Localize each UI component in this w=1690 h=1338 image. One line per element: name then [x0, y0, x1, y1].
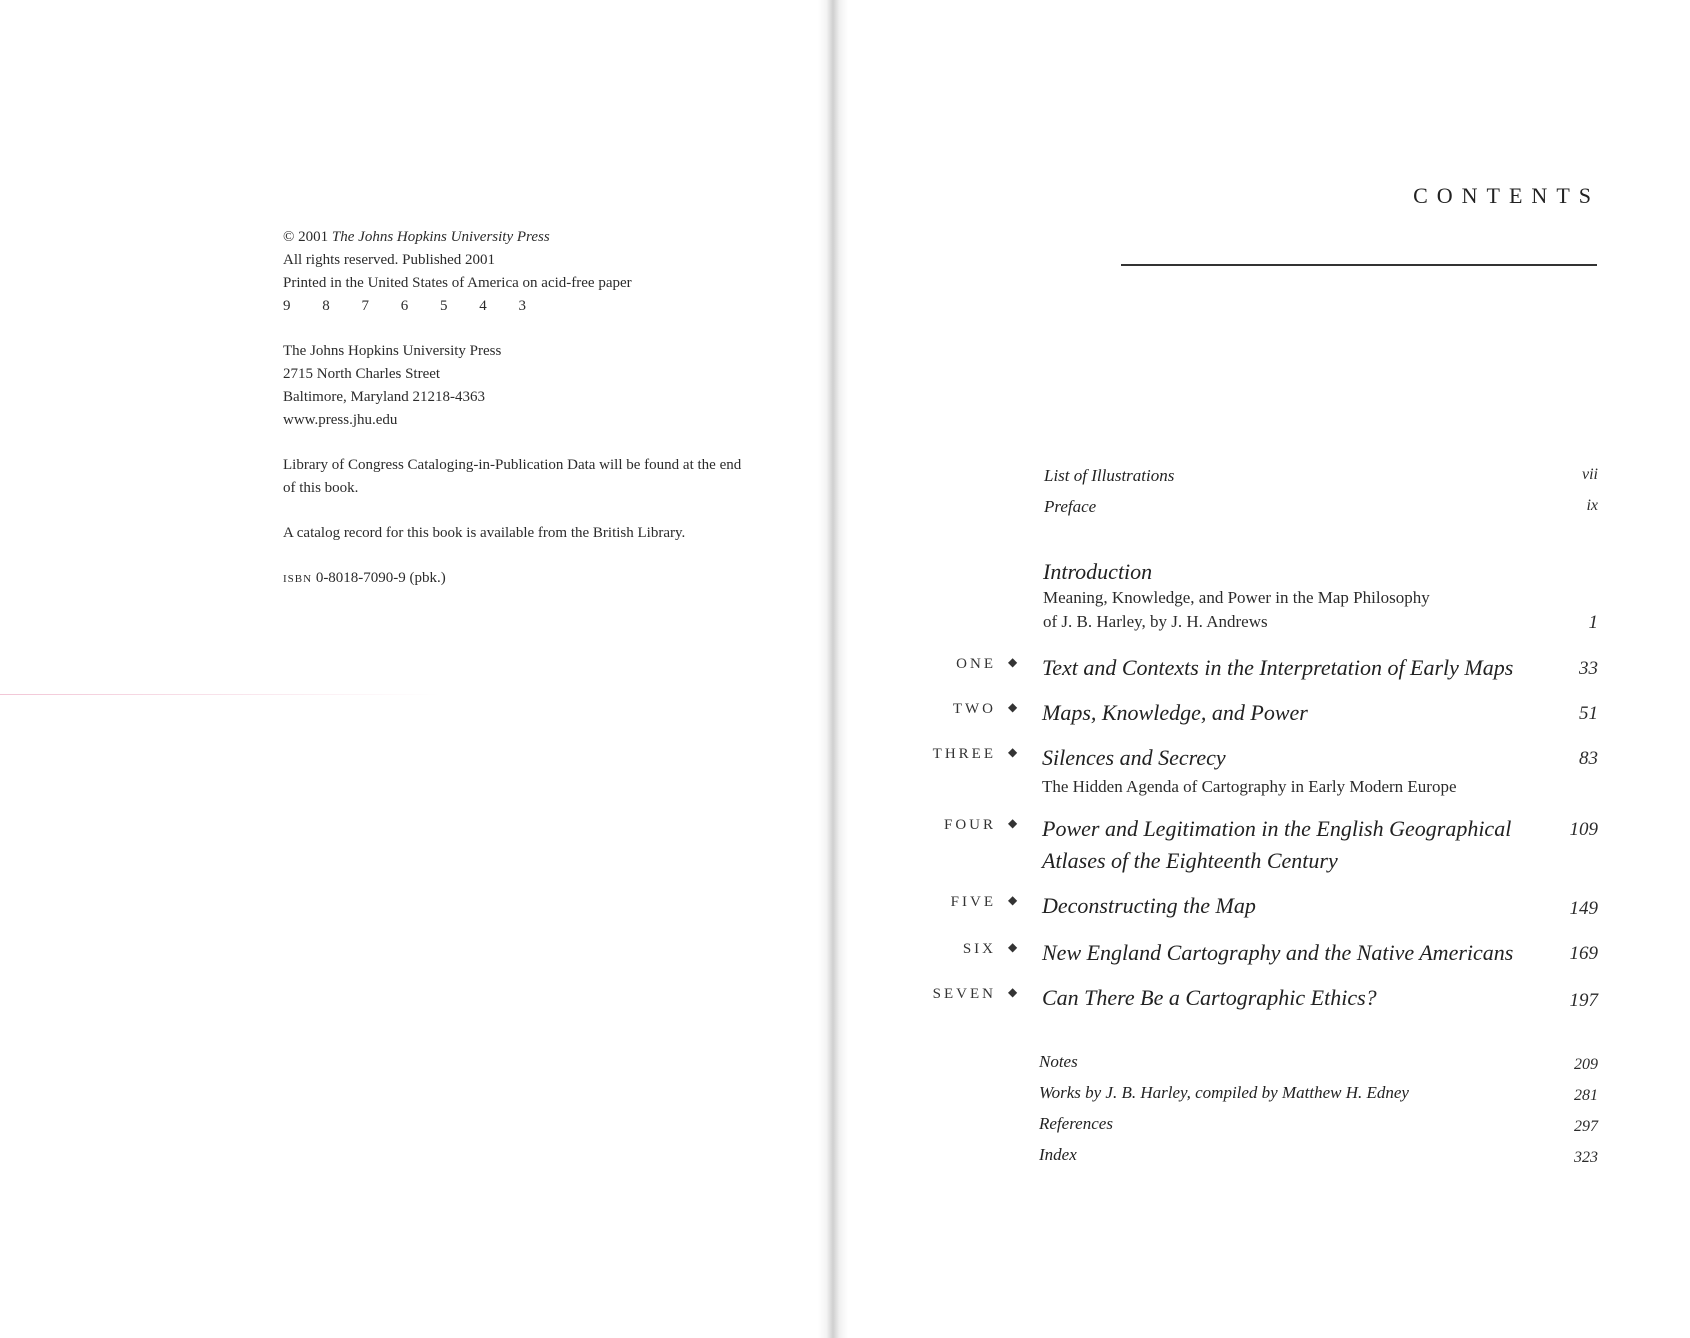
book-gutter — [818, 0, 848, 1338]
entry-page: 1 — [1588, 612, 1598, 633]
entry-subtitle-line2: of J. B. Harley, by J. H. Andrews — [1043, 612, 1268, 631]
entry-title: Index — [1039, 1145, 1077, 1164]
contents-heading: CONTENTS — [1413, 183, 1600, 208]
isbn-prefix: ISBN — [283, 573, 313, 585]
entry-title: Text and Contexts in the Interpretation of Early Maps — [1042, 655, 1514, 680]
cip-note: Library of Congress Cataloging-in-Publication Data will be found at the end of this book. — [283, 457, 742, 496]
entry-title: Works by J. B. Harley, compiled by Matthew H. Edney — [1039, 1083, 1409, 1102]
entry-page: 209 — [1574, 1056, 1598, 1073]
entry-title: Deconstructing the Map — [1042, 893, 1256, 918]
chapter-number: ONE — [956, 656, 996, 672]
address-name: The Johns Hopkins University Press — [283, 343, 502, 359]
entry-page: 169 — [1569, 943, 1598, 964]
entry-page: 297 — [1574, 1118, 1598, 1135]
entry-page: 149 — [1569, 898, 1598, 919]
entry-title: Notes — [1039, 1052, 1078, 1071]
diamond-icon: ◆ — [1008, 745, 1018, 759]
chapter-number: FIVE — [950, 894, 996, 910]
entry-subtitle-line1: Meaning, Knowledge, and Power in the Map Philosophy — [1043, 588, 1430, 607]
entry-title: New England Cartography and the Native Americans — [1042, 940, 1514, 965]
diamond-icon: ◆ — [1008, 940, 1018, 954]
page-mark-line — [0, 694, 440, 695]
entry-subtitle: The Hidden Agenda of Cartography in Early Modern Europe — [1042, 777, 1457, 796]
diamond-icon: ◆ — [1008, 700, 1018, 714]
entry-page: vii — [1582, 466, 1598, 483]
chapter-number: FOUR — [943, 817, 996, 833]
entry-page: 197 — [1569, 990, 1598, 1011]
publisher-name: The Johns Hopkins University Press — [331, 229, 550, 245]
diamond-icon: ◆ — [1008, 893, 1018, 907]
entry-title: Preface — [1044, 497, 1097, 516]
chapter-number: THREE — [932, 746, 996, 762]
publisher-address — [283, 340, 783, 432]
entry-page: 51 — [1579, 703, 1598, 724]
catalog-note-block — [283, 522, 783, 545]
entry-page: 281 — [1574, 1087, 1598, 1104]
entry-page: ix — [1586, 497, 1598, 514]
address-web: www.press.jhu.edu — [283, 412, 398, 428]
entry-title: Introduction — [1043, 559, 1153, 584]
entry-page: 323 — [1574, 1149, 1598, 1166]
isbn-line — [283, 567, 783, 591]
chapter-number: TWO — [952, 701, 996, 717]
copyright-year: © 2001 — [283, 229, 329, 245]
entry-title: Silences and Secrecy — [1042, 745, 1226, 770]
entry-title: Can There Be a Cartographic Ethics? — [1042, 985, 1377, 1010]
entry-page: 109 — [1569, 819, 1598, 840]
printing-numbers: 9 8 7 6 5 4 3 — [283, 298, 540, 314]
chapter-number: SIX — [962, 941, 996, 957]
isbn-value: 0-8018-7090-9 (pbk.) — [315, 570, 446, 586]
entry-page: 83 — [1579, 748, 1598, 769]
entry-page: 33 — [1579, 658, 1598, 679]
cip-note-block — [283, 454, 783, 500]
address-city: Baltimore, Maryland 21218-4363 — [283, 389, 486, 405]
entry-title: List of Illustrations — [1044, 466, 1175, 485]
entry-title-line2: Atlases of the Eighteenth Century — [1042, 848, 1338, 873]
copyright-page — [0, 0, 828, 1338]
rights-line: All rights reserved. Published 2001 — [283, 252, 496, 268]
diamond-icon: ◆ — [1008, 816, 1018, 830]
copyright-block — [283, 226, 783, 613]
isbn-block — [283, 567, 783, 591]
copyright-notice — [283, 226, 783, 318]
chapter-number: SEVEN — [932, 986, 996, 1002]
printed-line: Printed in the United States of America on acid-free paper — [283, 275, 632, 291]
diamond-icon: ◆ — [1008, 985, 1018, 999]
heading-rule — [1121, 264, 1597, 266]
diamond-icon: ◆ — [1008, 655, 1018, 669]
entry-title-line1: Power and Legitimation in the English Geographical — [1042, 816, 1512, 841]
entry-title: Maps, Knowledge, and Power — [1042, 700, 1308, 725]
entry-title: References — [1039, 1114, 1113, 1133]
address-street: 2715 North Charles Street — [283, 366, 441, 382]
catalog-note: A catalog record for this book is available from the British Library. — [283, 525, 686, 541]
copyright-line — [283, 226, 783, 249]
